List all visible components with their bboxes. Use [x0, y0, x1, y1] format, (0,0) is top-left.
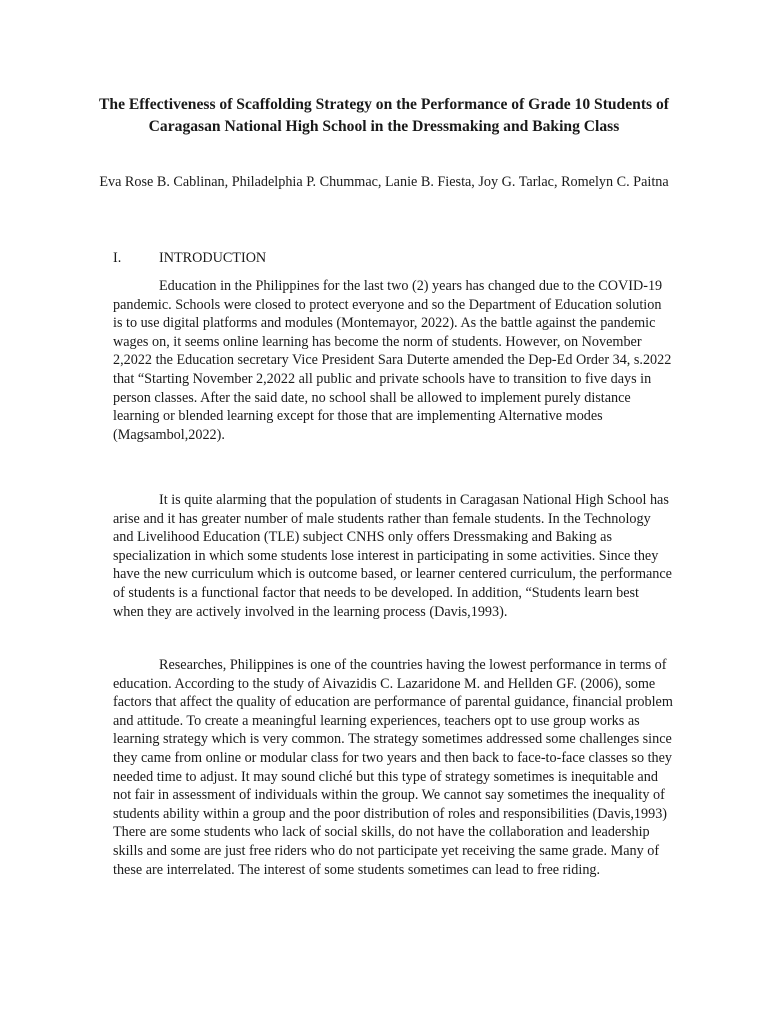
- paragraph-3: Researches, Philippines is one of the countries having the lowest performance in terms of education. According to the study of Aivazidis C. Lazaridone M. and Hellden GF. (2006), some factors that affect the quality of education are performance of parental guidance, financial problem and attitude. To create a meaningful learning experiences, teachers opt to use group works as learning strategy which is very common. The strategy sometimes addressed some challenges since they came from online or modular class for two years and then back to face-to-face classes so they needed time to adjust. It may sound cliché but this type of strategy sometimes is inequitable and not fair in assessment of individuals within the group. We cannot say sometimes the inequality of students ability within a group and the poor distribution of roles and responsibilities (Davis,1993) There are some students who lack of social skills, do not have the collaboration and leadership skills and some are just free riders who do not participate yet receiving the same grade. Many of these are interrelated. The interest of some students sometimes can lead to free riding.: [113, 657, 673, 878]
- paragraph-2: It is quite alarming that the population of students in Caragasan National High School has arise and it has greater number of male students rather than female students. In the Technology and Livelihood Education (TLE) subject CNHS only offers Dressmaking and Baking as specialization in which some students lose interest in participating in some activities. Since they have the new curriculum which is outcome based, or learner centered curriculum, the performance of students is a functional factor that needs to be developed. In addition, “Students learn best when they are actively involved in the learning process (Davis,1993).: [113, 492, 672, 620]
- section-heading: [113, 248, 673, 268]
- paper-title: The Effectiveness of Scaffolding Strategy on the Performance of Grade 10 Students of Caragasan National High School in the Dressmaking and Baking Class: [99, 96, 669, 135]
- section-title: INTRODUCTION: [159, 250, 267, 266]
- paragraph-1: Education in the Philippines for the last two (2) years has changed due to the COVID-19 pandemic. Schools were closed to protect everyone and so the Department of Education solution is to use digital platforms and modules (Montemayor, 2022). As the battle against the pandemic wages on, it seems online learning has become the norm of students. However, on November 2,2022 the Education secretary Vice President Sara Duterte amended the Dep-Ed Order 34, s.2022 that “Starting November 2,2022 all public and private schools have to transition to five days in person classes. After the said date, no school shall be allowed to implement purely distance learning or blended learning except for those that are implementing Alternative modes (Magsambol,2022).: [113, 278, 672, 443]
- section-number: I.: [113, 250, 122, 266]
- author-list: Eva Rose B. Cablinan, Philadelphia P. Chummac, Lanie B. Fiesta, Joy G. Tarlac, Romelyn C. Paitna: [99, 174, 669, 190]
